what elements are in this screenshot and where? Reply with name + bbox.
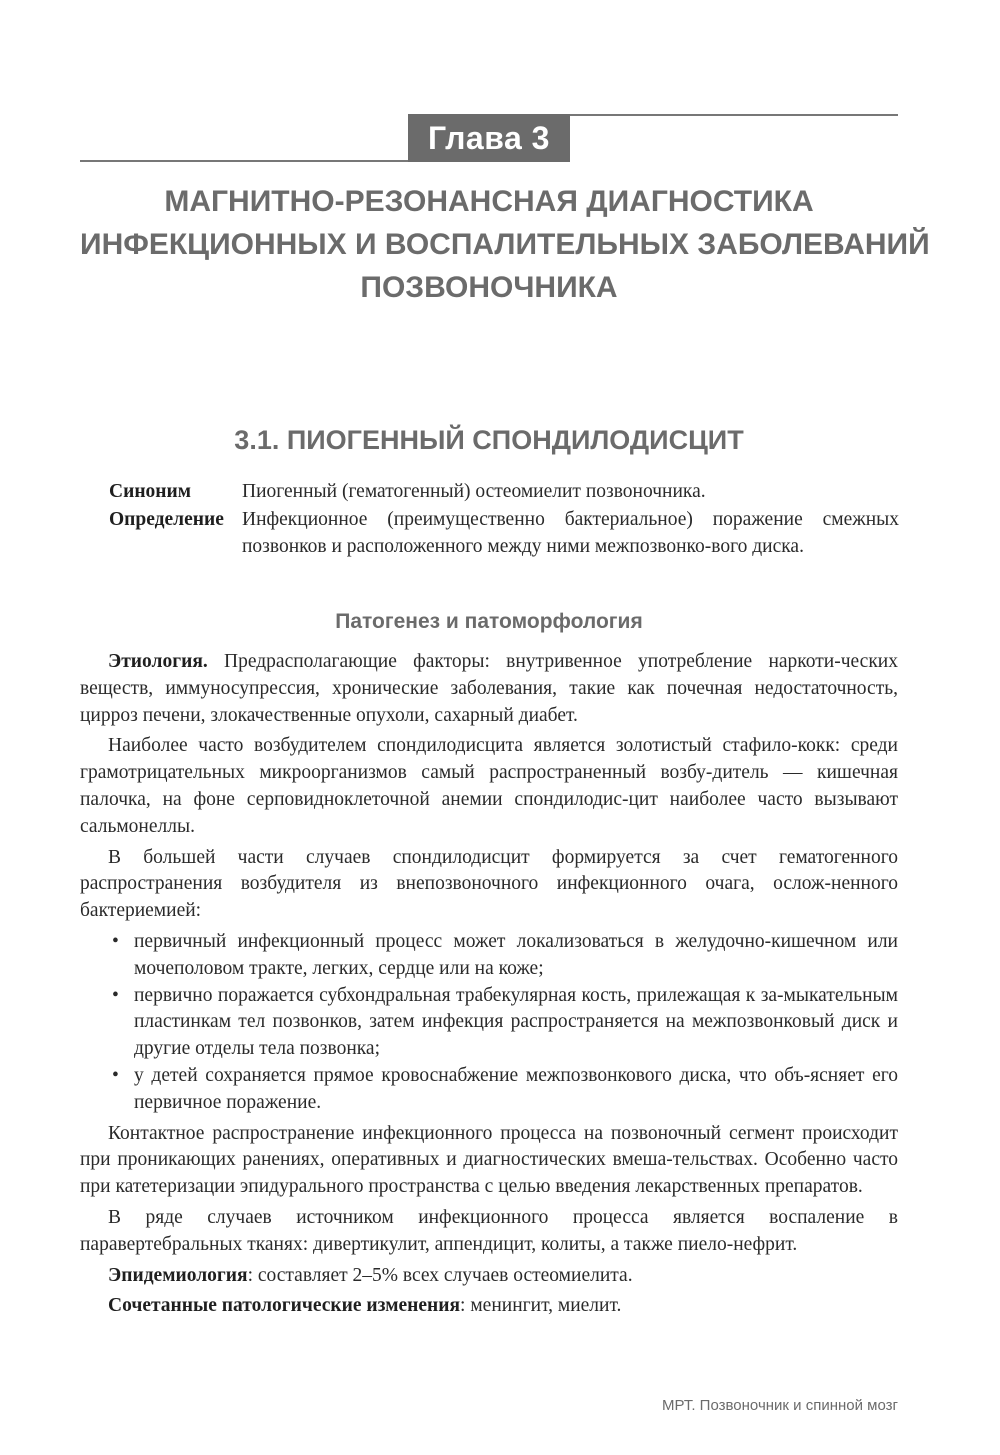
chapter-label: Глава 3 <box>408 114 570 162</box>
list-item-text: у детей сохраняется прямое кровоснабжение межпозвонкового диска, что объ-ясняет его первичное поражение. <box>134 1064 898 1113</box>
definition-term: Определение <box>109 508 224 530</box>
etiology-label: Этиология. <box>108 651 208 672</box>
definition-row-synonym <box>109 478 899 506</box>
chapter-title <box>80 180 930 309</box>
bullet-icon: • <box>112 930 119 952</box>
bullet-list <box>80 929 898 1117</box>
list-item <box>80 929 898 983</box>
bullet-icon: • <box>112 984 119 1006</box>
paragraph-combined <box>80 1293 898 1320</box>
paragraph-epidemiology <box>80 1263 898 1290</box>
epidemiology-text: : составляет 2–5% всех случаев остеомиелита. <box>247 1264 633 1286</box>
definition-list <box>109 478 899 561</box>
etiology-text: Предрасполагающие факторы: внутривенное употребление наркоти-ческих веществ, иммуносупрессия, хронические заболевания, такие как почечная недостаточность, цирроз печени, злокачественные опухоли, сахарный диабет. <box>80 651 898 726</box>
section-title: 3.1. ПИОГЕННЫЙ СПОНДИЛОДИСЦИТ <box>234 425 744 455</box>
definition-text: Пиогенный (гематогенный) остеомиелит позвоночника. <box>242 481 706 502</box>
bullet-icon: • <box>112 1064 119 1086</box>
paragraph-pathogens: Наиболее часто возбудителем спондилодисцита является золотистый стафило-кокк: среди грамотрицательных микроорганизмов самый распространенный возбу-дитель — кишечная палочка, на фоне серповидноклеточной анемии спондилодис-цит наиболее часто вызывают сальмонеллы. <box>80 735 898 837</box>
list-item-text: первично поражается субхондральная трабекулярная кость, прилежащая к за-мыкательным пластинкам тел позвонков, затем инфекция распространяется на межпозвонковый диск и другие отделы тела позвонка; <box>134 984 898 1060</box>
combined-label: Сочетанные патологические изменения <box>108 1295 461 1317</box>
list-item <box>80 983 898 1063</box>
chapter-rule-right <box>570 114 898 116</box>
paragraph-hematogenous: В большей части случаев спондилодисцит формируется за счет гематогенного распространения возбудителя из внепозвоночного инфекционного очага, ослож-ненного бактериемией: <box>80 846 898 922</box>
epidemiology-label: Эпидемиология <box>108 1264 248 1286</box>
chapter-title-line-3: ПОЗВОНОЧНИКА <box>360 271 618 304</box>
definition-text: Инфекционное (преимущественно бактериальное) поражение смежных позвонков и расположенного между ними межпозвонко-вого диска. <box>242 508 899 557</box>
definition-term: Синоним <box>109 481 192 502</box>
list-item-text: первичный инфекционный процесс может локализоваться в желудочно-кишечном или мочеполовом тракте, легких, сердце или на коже; <box>134 930 898 979</box>
paragraph-paravertebral: В ряде случаев источником инфекционного процесса является воспаление в паравертебральных тканях: дивертикулит, аппендицит, колиты, а также пиело-нефрит. <box>80 1206 898 1255</box>
chapter-title-line-1: МАГНИТНО-РЕЗОНАНСНАЯ ДИАГНОСТИКА <box>164 185 814 218</box>
chapter-rule-left <box>80 160 410 162</box>
definition-row-definition <box>109 506 899 561</box>
paragraph-contact-spread: Контактное распространение инфекционного процесса на позвоночный сегмент происходит при проникающих ранениях, оперативных и диагностических вмеша-тельствах. Особенно часто при катетеризации эпидурального пространства с целью введения лекарственных препаратов. <box>80 1122 898 1198</box>
body-text <box>80 649 898 1324</box>
chapter-title-line-2: ИНФЕКЦИОННЫХ И ВОСПАЛИТЕЛЬНЫХ ЗАБОЛЕВАНИЙ <box>80 228 930 261</box>
paragraph-etiology <box>80 649 898 729</box>
list-item <box>80 1063 898 1117</box>
combined-text: : менингит, миелит. <box>460 1295 622 1317</box>
page-footer: МРТ. Позвоночник и спинной мозг <box>662 1397 898 1414</box>
subsection-title: Патогенез и патоморфология <box>335 610 643 633</box>
